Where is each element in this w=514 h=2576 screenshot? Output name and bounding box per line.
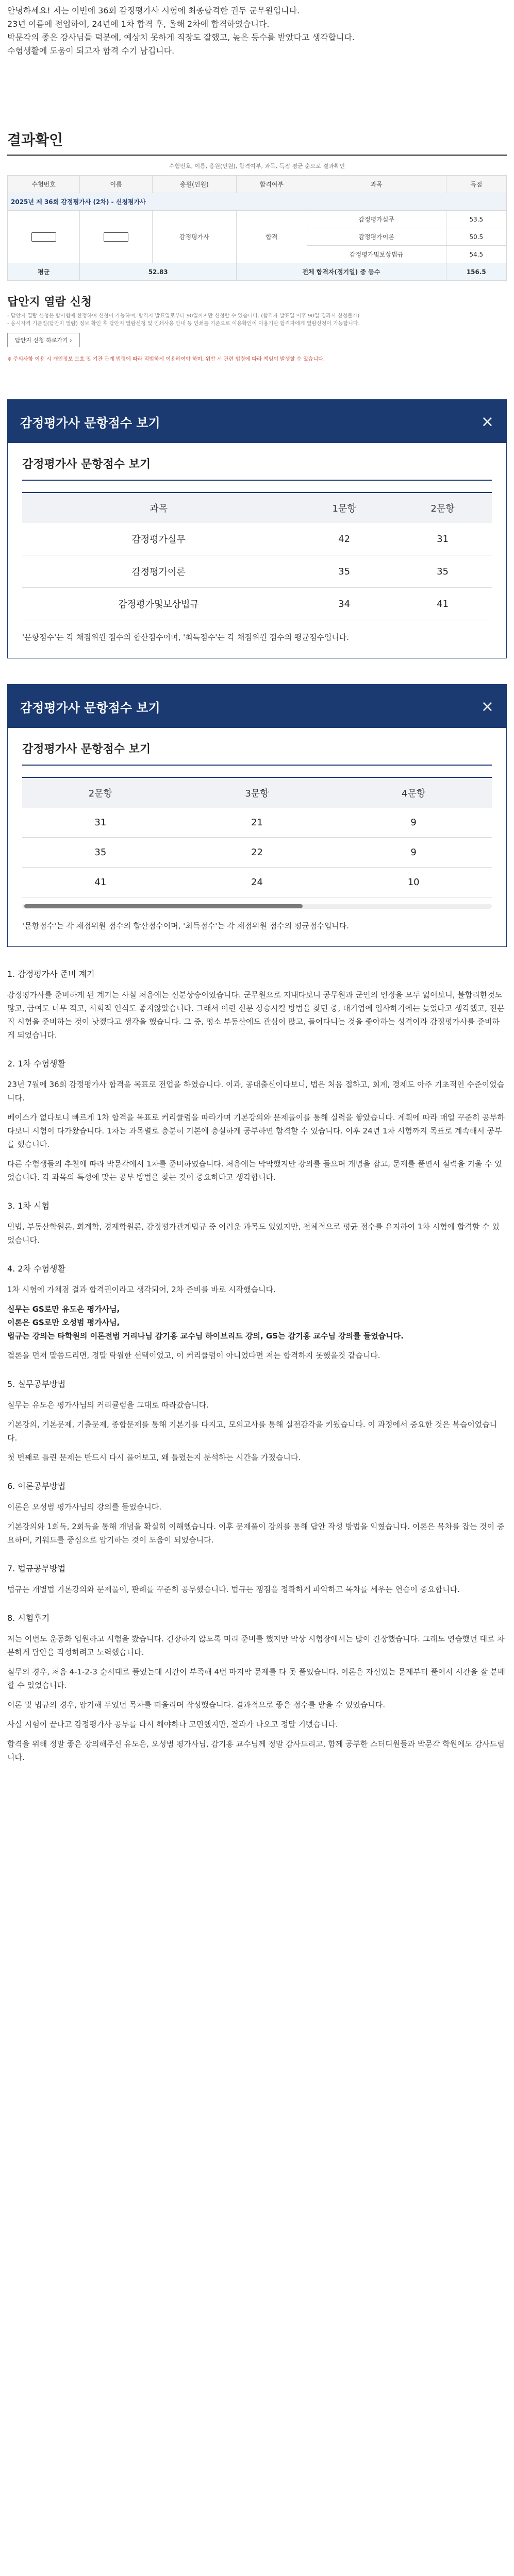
modal-subtitle: 감정평가사 문항점수 보기 — [22, 740, 492, 766]
subject-cell: 감정평가이론 — [22, 555, 295, 588]
score-cell: 9 — [335, 838, 492, 868]
answer-title: 답안지 열람 신청 — [7, 296, 92, 309]
table-row — [22, 588, 492, 620]
paragraph: 법규는 개별법 기본강의와 문제풀이, 판례를 꾸준히 공부했습니다. 법규는 쟁점을 정확하게 파악하고 목차를 세우는 연습이 중요합니다. — [7, 1585, 460, 1594]
subject-cell: 감정평가실무 — [22, 523, 295, 555]
section-title: 5. 실무공부방법 — [7, 1379, 66, 1389]
paragraph: 이론은 GS로만 오성범 평가사님, — [7, 1318, 120, 1327]
horizontal-scrollbar[interactable] — [22, 904, 492, 909]
paragraph: 첫 번째로 틀린 문제는 반드시 다시 풀어보고, 왜 틀렸는지 분석하는 시간을 가졌습니다. — [7, 1453, 301, 1462]
subject-cell: 감정평가및보상법규 — [307, 246, 446, 263]
table-row — [22, 523, 492, 555]
score-modal-2 — [7, 684, 507, 947]
result-title: 결과확인 — [7, 118, 507, 156]
score-header: 1문항 — [295, 493, 393, 523]
modal-header — [8, 685, 506, 728]
paragraph: 23년 7월에 36회 감정평가사 합격을 목표로 전업을 하였습니다. 이과, 공대출신이다보니, 법은 처음 접하고, 회계, 경제도 아주 기초적인 수준이었습니다. — [7, 1080, 505, 1103]
answer-request-button[interactable]: 답안지 신청 하로가기 › — [7, 333, 80, 347]
paragraph: 기본강의, 기본문제, 기출문제, 종합문제를 통해 기본기를 다지고, 모의고사를 통해 실전감각을 키웠습니다. 이 과정에서 중요한 것은 복습이었습니다. — [7, 1420, 498, 1443]
section-title: 4. 2차 수험생활 — [7, 1264, 65, 1274]
paragraph: 베이스가 없다보니 빠르게 1차 합격을 목표로 커리큘럼을 따라가며 기본강의와 문제풀이를 통해 실력을 쌓았습니다. 계획에 따라 매일 꾸준히 공부하다보니 시험이 다가왔습니다. 1차는 과목별로 충분히 기본에 충실하게 공부하면 합격할 수 있습니다. 이후 24년 1차 시험까지 목표로 계속해서 공부를 했습니다. — [7, 1113, 505, 1149]
score-cell: 42 — [295, 523, 393, 555]
score-header: 3문항 — [179, 777, 336, 808]
paragraph: 민법, 부동산학원론, 회계학, 경제학원론, 감정평가관계법규 중 어려운 과목도 있었지만, 전체적으로 평균 점수를 유지하여 1차 시험에 합격할 수 있었습니다. — [7, 1222, 500, 1245]
intro — [0, 0, 514, 58]
section-title: 3. 1차 시험 — [7, 1201, 49, 1211]
result-header: 득점 — [446, 176, 506, 193]
score-cell: 35 — [393, 555, 492, 588]
intro-line: 수험생활에 도움이 되고자 합격 수기 남깁니다. — [7, 46, 175, 56]
score-header: 과목 — [22, 493, 295, 523]
score-cell: 24 — [179, 868, 336, 897]
paragraph: 저는 이번도 운동화 입원하고 시험을 봤습니다. 긴장하지 않도록 미리 준비를 했지만 막상 시험장에서는 많이 긴장했습니다. 그래도 연습했던 대로 차분하게 답안을 작성하려고 노력했습니다. — [7, 1634, 505, 1657]
subject-cell: 감정평가실무 — [307, 211, 446, 228]
paragraph: 합격을 위해 정말 좋은 강의해주신 유도은, 오성범 평가사님, 감기홍 교수님께 정말 감사드리고, 함께 공부한 스터디원들과 박문각 학원에도 감사드립니다. — [7, 1739, 505, 1762]
score-cell: 22 — [179, 838, 336, 868]
score-cell: 41 — [22, 868, 179, 897]
table-row — [22, 555, 492, 588]
status-cell: 합격 — [237, 211, 307, 263]
paragraph: 법규는 강의는 타학원의 이론전범 거리나님 감기홍 교수님 하이브리드 강의, GS는 감기홍 교수님 강의를 들었습니다. — [7, 1331, 404, 1341]
rank-value: 156.5 — [446, 263, 506, 281]
table-row — [22, 808, 492, 838]
section-title: 6. 이론공부방법 — [7, 1481, 66, 1491]
avg-label: 평균 — [8, 263, 80, 281]
score-cell: 41 — [393, 588, 492, 620]
section-title: 1. 감정평가사 준비 계기 — [7, 969, 95, 979]
score-cell: 35 — [22, 838, 179, 868]
modal-title: 감정평가사 문항점수 보기 — [20, 415, 160, 430]
score-modal-1 — [7, 399, 507, 658]
answer-section — [0, 293, 514, 363]
result-header: 합격여부 — [237, 176, 307, 193]
paragraph: 기본강의와 1회독, 2회독을 통해 개념을 확실히 이해했습니다. 이후 문제풀이 강의를 통해 답안 작성 방법을 익혔습니다. 이론은 목차를 잡는 것이 중요하며, 키워드를 중심으로 암기하는 것이 도움이 되었습니다. — [7, 1522, 505, 1545]
score-header: 4문항 — [335, 777, 492, 808]
score-cell: 31 — [393, 523, 492, 555]
total-cell: 감정평가사 — [152, 211, 236, 263]
score-table — [22, 492, 492, 620]
subject-cell: 감정평가이론 — [307, 228, 446, 246]
score-cell: 54.5 — [446, 246, 506, 263]
paragraph: 이론은 오성범 평가사님의 강의를 들었습니다. — [7, 1502, 162, 1512]
result-header: 이름 — [80, 176, 152, 193]
modal-note: '문항점수'는 각 채점위원 점수의 합산점수이며, '최득점수'는 각 채점위원 점수의 평균점수입니다. — [22, 633, 350, 642]
modal-subtitle: 감정평가사 문항점수 보기 — [22, 455, 492, 481]
result-card — [0, 118, 514, 281]
modal-title: 감정평가사 문항점수 보기 — [20, 700, 160, 715]
score-cell: 34 — [295, 588, 393, 620]
exam-number-cell — [8, 211, 80, 263]
score-cell: 53.5 — [446, 211, 506, 228]
result-header: 수험번호 — [8, 176, 80, 193]
modal-body — [8, 728, 506, 946]
scrollbar-thumb[interactable] — [24, 904, 303, 908]
score-cell: 21 — [179, 808, 336, 838]
section-title: 8. 시험후기 — [7, 1613, 50, 1623]
article — [0, 968, 514, 1764]
answer-notes — [7, 312, 507, 328]
subject-cell: 감정평가및보상법규 — [22, 588, 295, 620]
close-icon[interactable]: × — [480, 412, 494, 431]
intro-line: 23년 여름에 전업하여, 24년에 1차 합격 후, 올해 2차에 합격하였습니다. — [7, 19, 270, 29]
score-cell: 10 — [335, 868, 492, 897]
section-title: 7. 법규공부방법 — [7, 1564, 66, 1573]
redacted-box — [104, 232, 128, 242]
close-icon[interactable]: × — [480, 697, 494, 716]
result-caption: 2025년 제 36회 감정평가사 (2차) - 신청평가사 — [8, 193, 507, 211]
paragraph: 실무의 경우, 처음 4-1-2-3 순서대로 풀었는데 시간이 부족해 4번 마지막 문제를 다 못 풀었습니다. 이론은 자신있는 문제부터 풀어서 시간을 잘 분배할 수 있었습니다. — [7, 1667, 505, 1690]
answer-warning: ※ 주의사항 이용 시 개인정보 보호 및 기관 관계 법령에 따라 적법하게 이용하여야 하며, 위반 시 관련 법령에 따라 책임이 발생할 수 있습니다. — [7, 357, 325, 362]
result-header: 총원(인원) — [152, 176, 236, 193]
table-row — [22, 868, 492, 897]
result-desc: 수험번호, 이름, 총원(인원), 합격여부, 과목, 득점 평균 순으로 결과확인 — [169, 163, 345, 170]
intro-line: 안녕하세요! 저는 이번에 36회 감정평가사 시험에 최종합격한 권두 군무원입니다. — [7, 6, 300, 15]
paragraph: 실무는 GS로만 유도은 평가사님, — [7, 1304, 120, 1314]
modal-header — [8, 400, 506, 443]
score-header: 2문항 — [393, 493, 492, 523]
redacted-box — [31, 232, 56, 242]
score-table — [22, 777, 492, 897]
avg-value: 52.83 — [80, 263, 237, 281]
paragraph: 1차 시험에 가채점 결과 합격권이라고 생각되어, 2차 준비를 바로 시작했습니다. — [7, 1285, 276, 1294]
result-table — [7, 175, 507, 281]
paragraph: 결론을 먼저 말씀드리면, 정말 탁월한 선택이었고, 이 커리큘럼이 아니었다면 저는 합격하지 못했을것 같습니다. — [7, 1351, 380, 1360]
name-cell — [80, 211, 152, 263]
answer-note: - 답안지 열람 신청은 합시험에 한정하여 신청이 가능하며, 합격자 발표일로부터 90일까지만 신청할 수 있습니다. (합격자 발표일 이후 90일 경과시 신청불가) — [7, 313, 360, 319]
intro-line: 박문각의 좋은 강사님들 덕분에, 예상치 못하게 직장도 잘했고, 높은 등수를 받았다고 생각합니다. — [7, 32, 355, 42]
score-header: 2문항 — [22, 777, 179, 808]
paragraph: 이론 및 법규의 경우, 암기해 두었던 목차를 떠올리며 작성했습니다. 결과적으로 좋은 점수를 받을 수 있었습니다. — [7, 1700, 386, 1709]
modal-note: '문항점수'는 각 채점위원 점수의 합산점수이며, '최득점수'는 각 채점위원 점수의 평균점수입니다. — [22, 921, 350, 930]
section-title: 2. 1차 수험생활 — [7, 1059, 65, 1069]
score-cell: 50.5 — [446, 228, 506, 246]
score-cell: 35 — [295, 555, 393, 588]
rank-label: 전체 합격자(정기일) 중 등수 — [237, 263, 446, 281]
table-row — [22, 838, 492, 868]
paragraph: 감정평가사를 준비하게 된 계기는 사실 처음에는 신분상승이었습니다. 군무원으로 지내다보니 공무원과 군인의 인정을 모두 잃어보니, 불합리한것도 많고, 급여도 너무 적고, 시회적 인식도 좋지않았습니다. 그래서 이런 신분 상승시킬 방법을 찾던 중, 대기업에 입사하기에는 늦었다고 생각했고, 전문직 시험을 준비하는 것이 낫겠다고 생각을 했습니다. 그 중, 평소 부동산에도 관심이 많고, 들어다니는 것을 좋아하는 성격이라 감정평가사를 준비하게 되었습니다. — [7, 990, 505, 1040]
paragraph: 사실 시험이 끝나고 감정평가사 공부를 다시 해야하나 고민했지만, 결과가 나오고 정말 기뻤습니다. — [7, 1720, 338, 1729]
result-header: 과목 — [307, 176, 446, 193]
paragraph: 실무는 유도은 평가사님의 커리큘럼을 그대로 따라갔습니다. — [7, 1400, 209, 1410]
score-cell: 9 — [335, 808, 492, 838]
paragraph: 다른 수험생들의 추천에 따라 박문각에서 1차를 준비하였습니다. 처음에는 막막했지만 강의를 들으며 개념을 잡고, 문제를 풀면서 실력을 키울 수 있었습니다. 각 과목의 특성에 맞는 공부 방법을 찾는 것이 중요하다고 생각합니다. — [7, 1159, 502, 1182]
score-cell: 31 — [22, 808, 179, 838]
modal-body — [8, 443, 506, 658]
answer-note: - 응시자격 기준일(답안지 열람) 정보 확인 후 답안지 열람신청 및 인쇄사용 안내 등 인쇄를 기준으로 이용확인이 이용기관 합격자에게 열람신청이 가능합니다. — [7, 321, 360, 327]
